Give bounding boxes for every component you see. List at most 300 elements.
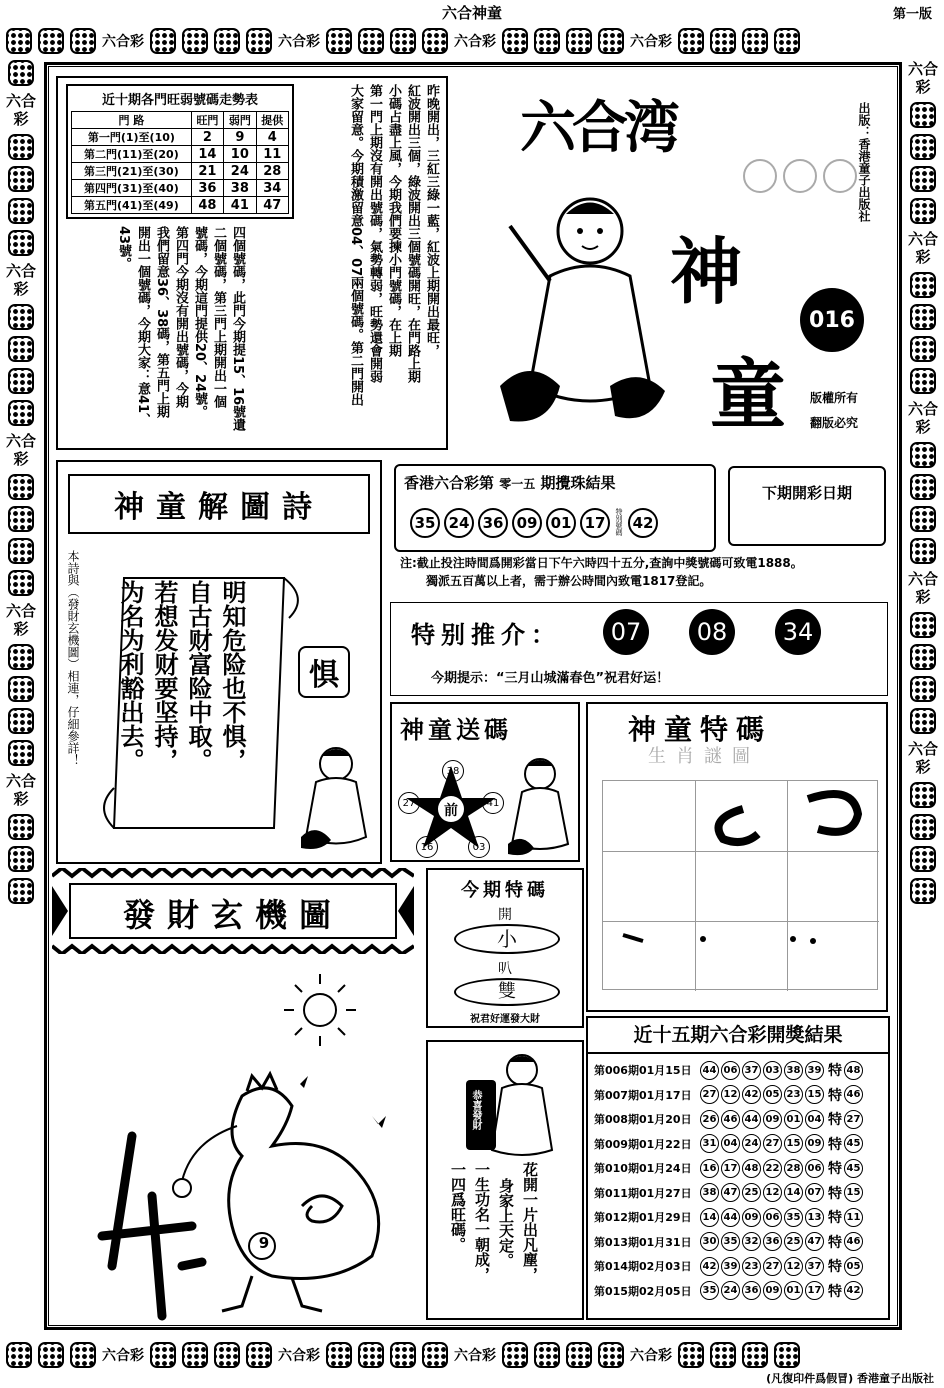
dice-icon bbox=[422, 28, 448, 54]
commentary-line: 紅波開出三個，綠波開出三個號碼開旺，在門路上期 bbox=[405, 84, 420, 383]
edition-label: 第一版 bbox=[892, 7, 932, 22]
dice-icon bbox=[566, 28, 592, 54]
trend-title: 近十期各門旺弱號碼走勢表 bbox=[101, 93, 258, 108]
history-ball: 07 bbox=[805, 1183, 824, 1202]
recommend-tip: 今期提示：“三月山城滿春色”祝君好运！ bbox=[431, 671, 670, 686]
history-ball: 46 bbox=[721, 1110, 740, 1129]
commentary-lower bbox=[114, 226, 246, 442]
draw-note-2: 獨派五百萬以上者，需于辦公時間內致電1817登記。 bbox=[426, 574, 712, 588]
dice-icon bbox=[358, 1342, 384, 1368]
table-cell: 48 bbox=[191, 197, 223, 214]
dice-icon bbox=[742, 1342, 768, 1368]
draw-ball: 01 bbox=[546, 508, 576, 538]
history-ball: 35 bbox=[700, 1281, 719, 1300]
draw-title bbox=[404, 472, 616, 493]
verse-banner-text: 恭喜發財 bbox=[470, 1090, 481, 1130]
dice-icon bbox=[8, 538, 34, 564]
commentary-line: 號碼，今期這門提供20、24號。 bbox=[192, 226, 207, 419]
history-special-ball: 42 bbox=[844, 1281, 863, 1300]
dice-icon bbox=[38, 1342, 64, 1368]
dice-icon bbox=[8, 368, 34, 394]
today-hint-3: 叭 bbox=[498, 961, 512, 977]
rights-line1: 版權所有 bbox=[810, 391, 859, 405]
special-label: 特 bbox=[828, 1185, 842, 1202]
history-ball: 22 bbox=[763, 1159, 782, 1178]
recommend-label: 特别推介： bbox=[411, 621, 561, 649]
dice-icon bbox=[246, 28, 272, 54]
special-label: 特 bbox=[828, 1210, 842, 1227]
right-border bbox=[908, 60, 938, 1336]
history-ball: 06 bbox=[805, 1159, 824, 1178]
table-row bbox=[72, 129, 289, 146]
history-ball: 23 bbox=[784, 1085, 803, 1104]
border-label: 六合彩 bbox=[278, 34, 320, 50]
history-special-ball: 46 bbox=[844, 1232, 863, 1251]
history-row bbox=[594, 1083, 888, 1108]
history-ball: 30 bbox=[700, 1232, 719, 1251]
history-row bbox=[594, 1279, 888, 1304]
send-ball: 38 bbox=[442, 760, 464, 782]
table-cell: 24 bbox=[224, 163, 256, 180]
recommend-ball: 34 bbox=[775, 609, 821, 655]
logo-tong: 童 bbox=[710, 350, 786, 439]
history-ball: 06 bbox=[763, 1208, 782, 1227]
table-cell: 10 bbox=[224, 146, 256, 163]
header-title: 六合神童 bbox=[441, 4, 502, 22]
history-ball: 09 bbox=[763, 1110, 782, 1129]
history-row bbox=[594, 1156, 888, 1181]
column-header: 提供 bbox=[256, 112, 288, 129]
dice-icon bbox=[566, 1342, 592, 1368]
commentary-line: 43號。 bbox=[116, 226, 131, 271]
dice-icon bbox=[710, 28, 736, 54]
history-ball: 38 bbox=[784, 1061, 803, 1080]
logo-shen: 神 bbox=[670, 229, 743, 314]
table-row bbox=[72, 197, 289, 214]
dice-icon bbox=[910, 506, 936, 532]
verse-line: 一四爲旺碼。 bbox=[449, 1162, 467, 1252]
dice-icon bbox=[70, 1342, 96, 1368]
history-ball: 31 bbox=[700, 1134, 719, 1153]
dice-icon bbox=[910, 102, 936, 128]
special-number-label: 特別號碼 bbox=[615, 508, 623, 536]
history-ball: 35 bbox=[784, 1208, 803, 1227]
commentary-line: 昨晚開出，三紅三綠一藍，紅波上期開出最旺， bbox=[424, 84, 439, 357]
dice-icon bbox=[8, 644, 34, 670]
child-small-icon bbox=[504, 754, 576, 858]
dice-icon bbox=[910, 166, 936, 192]
border-label: 六合彩 bbox=[102, 34, 144, 50]
table-cell: 14 bbox=[191, 146, 223, 163]
special-label: 特 bbox=[828, 1112, 842, 1129]
history-list bbox=[588, 1054, 888, 1303]
column-header: 旺門 bbox=[191, 112, 223, 129]
border-label: 六合彩 bbox=[630, 34, 672, 50]
left-border bbox=[6, 60, 36, 1336]
dice-icon bbox=[70, 28, 96, 54]
dice-icon bbox=[910, 708, 936, 734]
column-header: 門 路 bbox=[72, 112, 192, 129]
verse-panel bbox=[426, 1040, 584, 1320]
border-label: 六合彩 bbox=[908, 400, 938, 436]
recommend-ball: 08 bbox=[689, 609, 735, 655]
dice-icon bbox=[910, 814, 936, 840]
special-ball: 42 bbox=[628, 508, 658, 538]
poem-panel bbox=[56, 460, 382, 864]
dice-icon bbox=[8, 878, 34, 904]
table-cell: 11 bbox=[256, 146, 288, 163]
send-code-panel bbox=[390, 702, 580, 862]
dice-icon bbox=[8, 708, 34, 734]
history-ball: 01 bbox=[784, 1110, 803, 1129]
table-row bbox=[72, 163, 289, 180]
history-ball: 24 bbox=[742, 1134, 761, 1153]
commentary-line: 二個號碼，第三門上期開出一個 bbox=[211, 226, 226, 408]
riddle-dots-icon bbox=[613, 927, 873, 957]
history-special-ball: 11 bbox=[844, 1208, 863, 1227]
history-ball: 27 bbox=[763, 1257, 782, 1276]
history-ball: 12 bbox=[721, 1085, 740, 1104]
history-special-ball: 27 bbox=[844, 1110, 863, 1129]
border-label: 六合彩 bbox=[908, 60, 938, 96]
history-title: 近十五期六合彩開獎結果 bbox=[588, 1018, 888, 1054]
dice-icon bbox=[910, 272, 936, 298]
draw-issue: 零一五 bbox=[499, 477, 536, 491]
dice-icon bbox=[6, 1342, 32, 1368]
fortune-panel bbox=[52, 868, 414, 1326]
dice-icon bbox=[910, 442, 936, 468]
dice-icon bbox=[358, 28, 384, 54]
column-header: 弱門 bbox=[224, 112, 256, 129]
border-label: 六合彩 bbox=[908, 230, 938, 266]
history-row bbox=[594, 1254, 888, 1279]
dice-icon bbox=[8, 400, 34, 426]
dice-icon bbox=[910, 538, 936, 564]
history-period: 第008期01月20日 bbox=[594, 1113, 692, 1127]
dice-icon bbox=[8, 740, 34, 766]
history-ball: 24 bbox=[721, 1281, 740, 1300]
dice-icon bbox=[6, 28, 32, 54]
dice-icon bbox=[910, 676, 936, 702]
history-period: 第009期01月22日 bbox=[594, 1137, 692, 1151]
border-label: 六合彩 bbox=[630, 1348, 672, 1364]
history-ball: 06 bbox=[721, 1061, 740, 1080]
border-label: 六合彩 bbox=[278, 1348, 320, 1364]
dice-icon bbox=[910, 134, 936, 160]
child-small-icon bbox=[296, 742, 376, 852]
next-draw-title: 下期開彩日期 bbox=[761, 484, 852, 502]
special-label: 特 bbox=[828, 1283, 842, 1300]
dice-icon bbox=[774, 1342, 800, 1368]
table-cell: 9 bbox=[224, 129, 256, 146]
dice-icon bbox=[8, 304, 34, 330]
commentary-line: 大家留意。今期積激留意04、07兩個號碼。第二門開出 bbox=[348, 84, 363, 407]
history-ball: 12 bbox=[763, 1183, 782, 1202]
dice-icon bbox=[214, 28, 240, 54]
history-ball: 14 bbox=[700, 1208, 719, 1227]
history-row bbox=[594, 1058, 888, 1083]
history-ball: 38 bbox=[700, 1183, 719, 1202]
trend-table-box bbox=[66, 84, 294, 219]
special-label: 特 bbox=[828, 1161, 842, 1178]
dice-icon bbox=[910, 198, 936, 224]
history-ball: 17 bbox=[721, 1159, 740, 1178]
history-period: 第014期02月03日 bbox=[594, 1260, 692, 1274]
dice-icon bbox=[150, 28, 176, 54]
border-label: 六合彩 bbox=[6, 262, 36, 298]
bottom-border bbox=[6, 1340, 938, 1370]
dice-icon bbox=[910, 644, 936, 670]
dice-icon bbox=[8, 676, 34, 702]
history-row bbox=[594, 1107, 888, 1132]
send-ball: 03 bbox=[468, 836, 490, 858]
history-ball: 13 bbox=[805, 1208, 824, 1227]
history-row bbox=[594, 1132, 888, 1157]
decor-circles-icon bbox=[740, 156, 860, 196]
border-label: 六合彩 bbox=[102, 1348, 144, 1364]
history-ball: 04 bbox=[805, 1110, 824, 1129]
riddle-sketch-icon bbox=[703, 789, 873, 849]
draw-ball: 36 bbox=[478, 508, 508, 538]
dice-icon bbox=[8, 166, 34, 192]
dice-icon bbox=[8, 336, 34, 362]
poem-title: 神童解圖詩 bbox=[68, 474, 370, 534]
today-special-title: 今期特碼 bbox=[461, 880, 549, 901]
history-ball: 37 bbox=[742, 1061, 761, 1080]
history-ball: 47 bbox=[721, 1183, 740, 1202]
history-ball: 15 bbox=[805, 1085, 824, 1104]
history-ball: 01 bbox=[784, 1281, 803, 1300]
dice-icon bbox=[678, 1342, 704, 1368]
today-hint-2: 小 bbox=[454, 924, 560, 954]
table-cell: 28 bbox=[256, 163, 288, 180]
table-cell: 第五門(41)至(49) bbox=[72, 197, 192, 214]
history-ball: 36 bbox=[763, 1232, 782, 1251]
table-cell: 4 bbox=[256, 129, 288, 146]
history-ball: 16 bbox=[700, 1159, 719, 1178]
next-draw-box bbox=[728, 466, 886, 546]
border-label: 六合彩 bbox=[454, 34, 496, 50]
grid-line bbox=[603, 851, 879, 852]
dice-icon bbox=[710, 1342, 736, 1368]
history-special-ball: 05 bbox=[844, 1257, 863, 1276]
dice-icon bbox=[910, 846, 936, 872]
recommend-panel bbox=[390, 602, 888, 696]
dice-icon bbox=[150, 1342, 176, 1368]
trend-table bbox=[71, 111, 289, 214]
table-cell: 38 bbox=[224, 180, 256, 197]
history-special-ball: 45 bbox=[844, 1159, 863, 1178]
commentary-line: 開出一個號碼，今期大家：意41、 bbox=[135, 226, 150, 427]
riddle-grid bbox=[602, 780, 878, 990]
draw-ball: 24 bbox=[444, 508, 474, 538]
today-hint-1: 開 bbox=[498, 907, 512, 923]
special-code-subtitle: 生肖謎圖 bbox=[648, 746, 760, 767]
dice-icon bbox=[8, 60, 34, 86]
special-label: 特 bbox=[828, 1234, 842, 1251]
history-ball: 44 bbox=[742, 1110, 761, 1129]
border-label: 六合彩 bbox=[6, 432, 36, 468]
history-ball: 32 bbox=[742, 1232, 761, 1251]
dice-icon bbox=[8, 474, 34, 500]
commentary-line: 我們留意36、38碼，第五門上期 bbox=[154, 226, 169, 419]
footer-note: (凡復印件爲假冒) 香港童子出版社 bbox=[766, 1372, 934, 1385]
results-panel bbox=[390, 460, 890, 596]
history-period: 第015期02月05日 bbox=[594, 1284, 692, 1298]
recommend-ball: 07 bbox=[603, 609, 649, 655]
history-ball: 15 bbox=[784, 1134, 803, 1153]
send-ball: 41 bbox=[482, 792, 504, 814]
draw-balls bbox=[410, 508, 658, 538]
dice-icon bbox=[678, 28, 704, 54]
draw-title-prefix: 香港六合彩第 bbox=[404, 474, 495, 492]
history-ball: 48 bbox=[742, 1159, 761, 1178]
page-header bbox=[0, 0, 944, 24]
history-period: 第006期01月15日 bbox=[594, 1064, 692, 1078]
history-ball: 44 bbox=[700, 1061, 719, 1080]
table-cell: 2 bbox=[191, 129, 223, 146]
dice-icon bbox=[8, 814, 34, 840]
commentary-line: 四個號碼，此門今期提15、16號遺 bbox=[230, 226, 245, 432]
dice-icon bbox=[8, 230, 34, 256]
send-code-title: 神童送碼 bbox=[400, 716, 512, 744]
history-ball: 09 bbox=[763, 1281, 782, 1300]
star-center-char: 前 bbox=[444, 803, 458, 819]
dice-icon bbox=[422, 1342, 448, 1368]
history-period: 第011期01月27日 bbox=[594, 1186, 692, 1200]
special-label: 特 bbox=[828, 1063, 842, 1080]
dice-icon bbox=[534, 1342, 560, 1368]
special-label: 特 bbox=[828, 1087, 842, 1104]
verse-line: 花開一片出凡塵， bbox=[521, 1162, 539, 1282]
commentary-upper bbox=[346, 84, 440, 442]
poem-line: 为名为利豁出去。 bbox=[116, 580, 144, 772]
history-special-ball: 46 bbox=[844, 1085, 863, 1104]
history-ball: 17 bbox=[805, 1281, 824, 1300]
dice-icon bbox=[246, 1342, 272, 1368]
table-row bbox=[72, 146, 289, 163]
poem-line: 自古财富险中取。 bbox=[184, 580, 212, 772]
draw-ball: 35 bbox=[410, 508, 440, 538]
clock-number: 9 bbox=[258, 1234, 270, 1252]
special-label: 特 bbox=[828, 1259, 842, 1276]
table-cell: 第四門(31)至(40) bbox=[72, 180, 192, 197]
history-ball: 35 bbox=[721, 1232, 740, 1251]
send-ball: 27 bbox=[398, 792, 420, 814]
dice-icon bbox=[38, 28, 64, 54]
history-ball: 42 bbox=[700, 1257, 719, 1276]
history-ball: 09 bbox=[742, 1208, 761, 1227]
logo-area bbox=[460, 76, 888, 446]
history-ball: 26 bbox=[700, 1110, 719, 1129]
today-footer: 祝君好運發大財 bbox=[470, 1014, 540, 1025]
history-period: 第013期01月31日 bbox=[594, 1235, 692, 1249]
dice-icon bbox=[214, 1342, 240, 1368]
history-ball: 03 bbox=[763, 1061, 782, 1080]
trend-panel bbox=[56, 76, 448, 450]
draw-result-box bbox=[394, 464, 716, 552]
child-illustration-icon bbox=[490, 186, 680, 436]
history-special-ball: 45 bbox=[844, 1134, 863, 1153]
draw-title-suffix: 期攪珠結果 bbox=[540, 474, 616, 492]
issue-badge: 016 bbox=[800, 288, 864, 352]
dice-icon bbox=[326, 28, 352, 54]
poem-key-char: 惧 bbox=[298, 646, 350, 698]
commentary-line: 第一門上期沒有開出號碼，氣勢轉弱，旺勢還會開弱 bbox=[367, 84, 382, 383]
today-special-panel bbox=[426, 868, 584, 1028]
border-label: 六合彩 bbox=[6, 92, 36, 128]
history-ball: 25 bbox=[784, 1232, 803, 1251]
draw-ball: 09 bbox=[512, 508, 542, 538]
rights-line2: 翻版必究 bbox=[810, 416, 859, 430]
history-ball: 28 bbox=[784, 1159, 803, 1178]
verse-line: 身家上天定。 bbox=[497, 1178, 515, 1268]
history-row bbox=[594, 1181, 888, 1206]
draw-ball: 17 bbox=[580, 508, 610, 538]
dice-icon bbox=[502, 1342, 528, 1368]
grid-line bbox=[603, 921, 879, 922]
dice-icon bbox=[326, 1342, 352, 1368]
history-row bbox=[594, 1230, 888, 1255]
history-period: 第010期01月24日 bbox=[594, 1162, 692, 1176]
history-ball: 47 bbox=[805, 1232, 824, 1251]
history-panel bbox=[586, 1016, 890, 1320]
dice-icon bbox=[910, 612, 936, 638]
dice-icon bbox=[910, 304, 936, 330]
dice-icon bbox=[910, 336, 936, 362]
history-ball: 27 bbox=[700, 1085, 719, 1104]
send-ball: 16 bbox=[416, 836, 438, 858]
rooster-sun-illustration-icon bbox=[72, 966, 412, 1322]
dice-icon bbox=[774, 28, 800, 54]
history-ball: 39 bbox=[721, 1257, 740, 1276]
poem-body bbox=[116, 580, 246, 800]
commentary-line: 第四門今期沒有開出號碼，今期 bbox=[173, 226, 188, 408]
special-code-panel bbox=[586, 702, 888, 1012]
dice-icon bbox=[182, 28, 208, 54]
history-ball: 05 bbox=[763, 1085, 782, 1104]
dice-icon bbox=[910, 878, 936, 904]
history-ball: 04 bbox=[721, 1134, 740, 1153]
verse-body bbox=[448, 1162, 540, 1312]
dice-icon bbox=[910, 782, 936, 808]
special-label: 特 bbox=[828, 1136, 842, 1153]
top-border bbox=[6, 26, 938, 56]
history-ball: 27 bbox=[763, 1134, 782, 1153]
dice-icon bbox=[8, 506, 34, 532]
border-label: 六合彩 bbox=[908, 740, 938, 776]
table-row bbox=[72, 180, 289, 197]
history-ball: 39 bbox=[805, 1061, 824, 1080]
border-label: 六合彩 bbox=[908, 570, 938, 606]
table-cell: 21 bbox=[191, 163, 223, 180]
border-label: 六合彩 bbox=[6, 602, 36, 638]
dice-icon bbox=[8, 846, 34, 872]
table-cell: 47 bbox=[256, 197, 288, 214]
dice-icon bbox=[8, 134, 34, 160]
history-ball: 42 bbox=[742, 1085, 761, 1104]
verse-line: 一生功名一朝成， bbox=[473, 1162, 491, 1282]
dice-icon bbox=[502, 28, 528, 54]
history-special-ball: 15 bbox=[844, 1183, 863, 1202]
history-ball: 14 bbox=[784, 1183, 803, 1202]
history-period: 第012期01月29日 bbox=[594, 1211, 692, 1225]
dice-icon bbox=[8, 198, 34, 224]
logo-title: 六合湾 bbox=[520, 95, 676, 161]
table-cell: 第三門(21)至(30) bbox=[72, 163, 192, 180]
poem-side-note: 本詩與（發財玄機圖）相連，仔細參詳！ bbox=[66, 550, 80, 766]
table-header-row bbox=[72, 112, 289, 129]
